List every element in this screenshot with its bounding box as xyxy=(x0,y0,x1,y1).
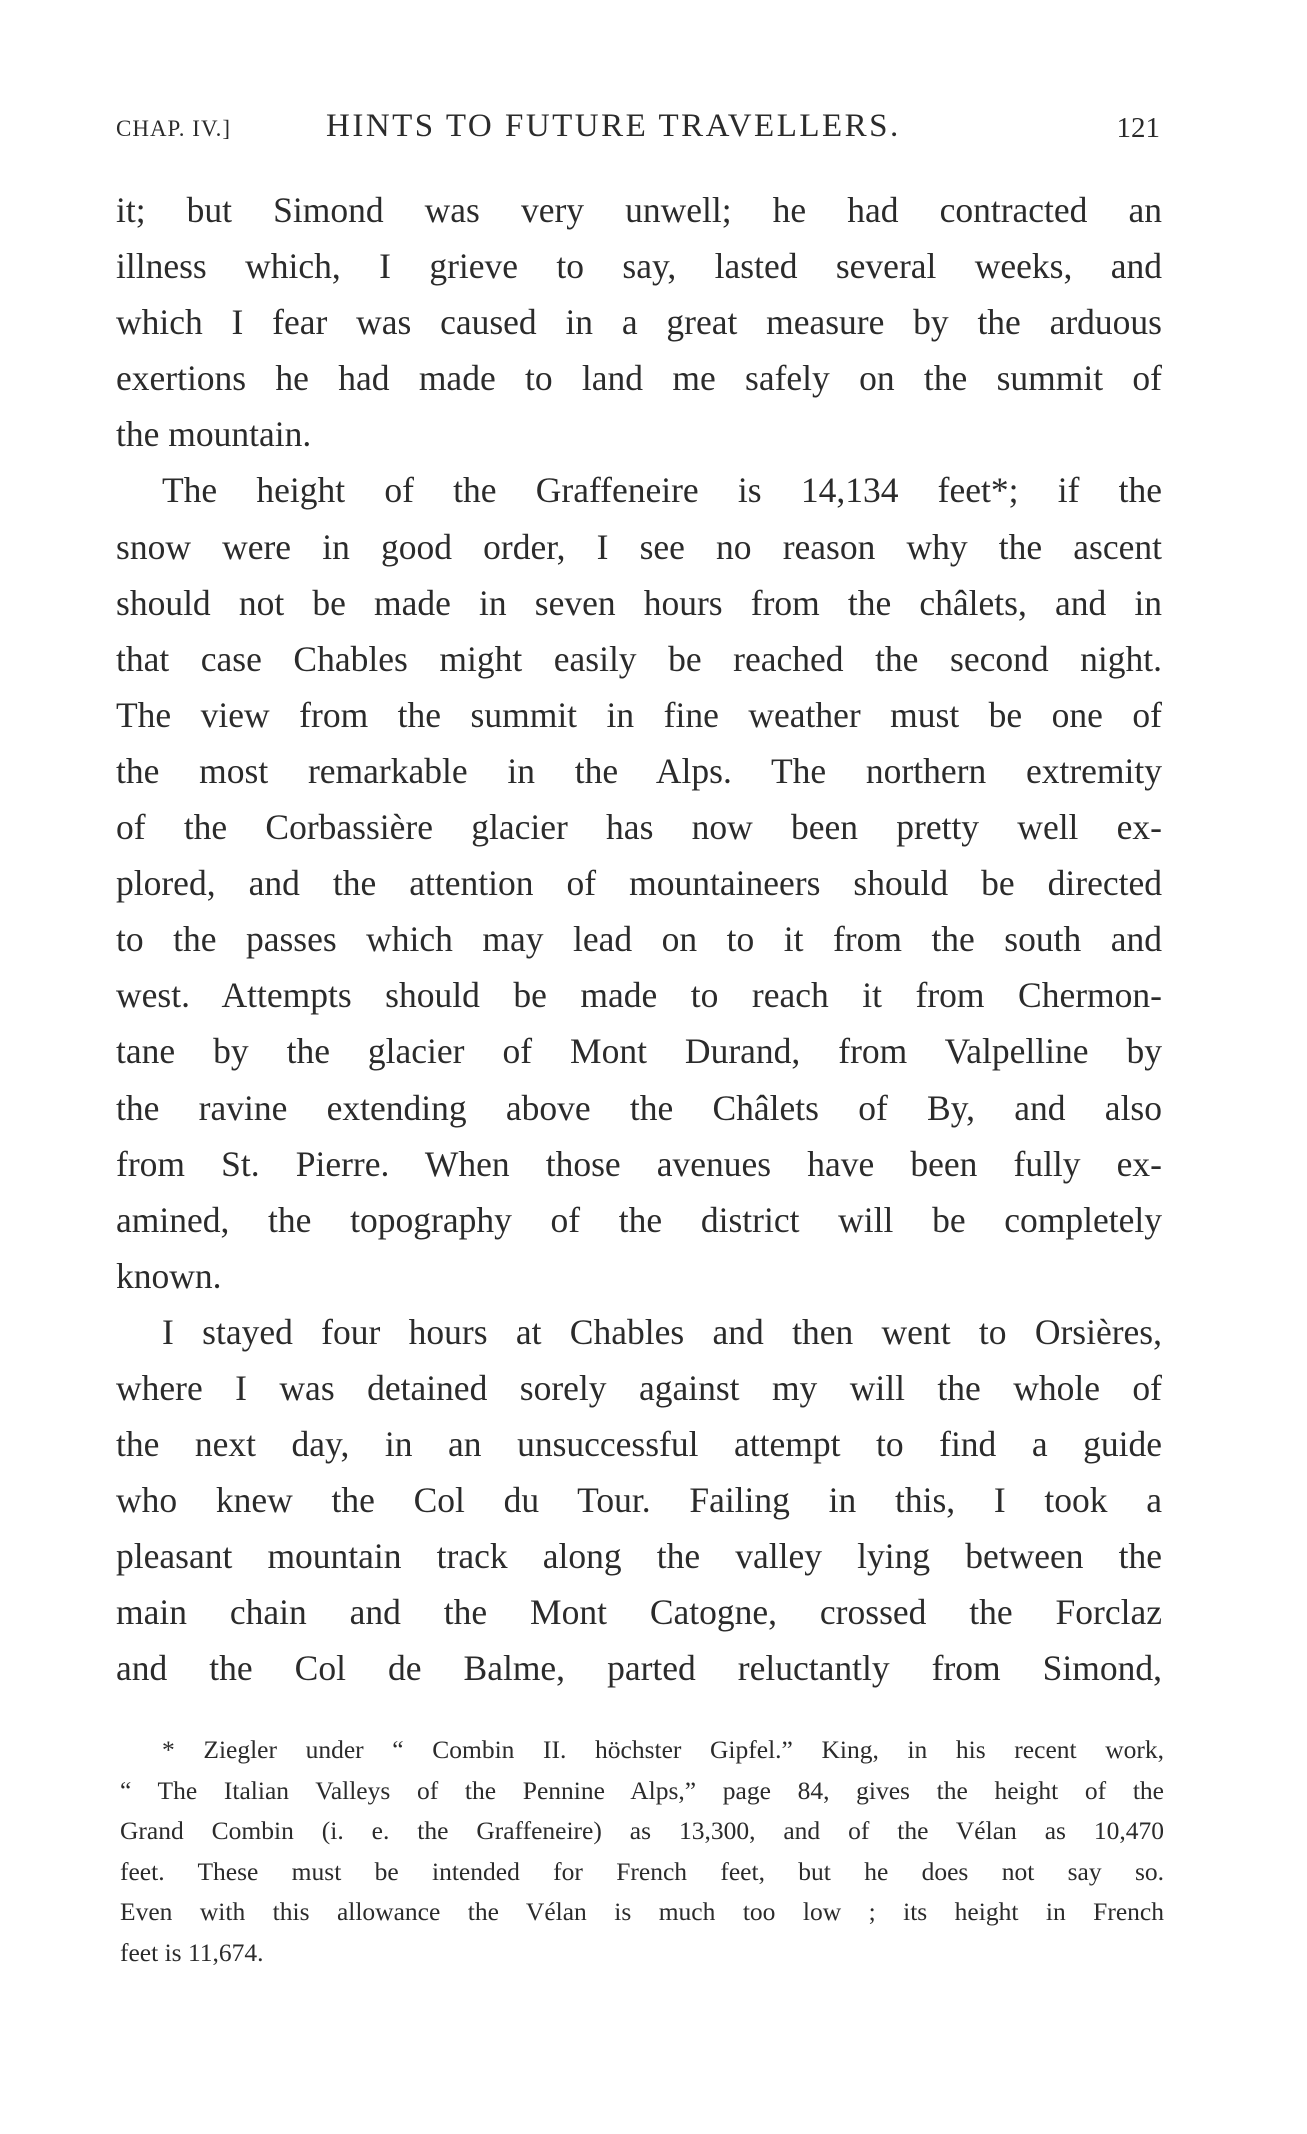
footnote-line: “ The Italian Valleys of the Pennine Alps,” page 84, gives the height of the xyxy=(120,1775,1164,1805)
footnote-line: * Ziegler under “ Combin II. höchster Gipfel.” King, in his recent work, xyxy=(162,1735,1164,1764)
text-line: where I was detained sorely against my will the whole of xyxy=(116,1367,1162,1408)
text-line: to the passes which may lead on to it from the south and xyxy=(116,919,1162,960)
text-line: snow were in good order, I see no reason why the ascent xyxy=(116,526,1162,567)
text-line: I stayed four hours at Chables and then went to Orsières, xyxy=(162,1311,1162,1352)
text-line: amined, the topography of the district will be completely xyxy=(116,1199,1162,1240)
text-line: of the Corbassière glacier has now been pretty well ex- xyxy=(116,807,1162,848)
page-number: 121 xyxy=(1116,112,1160,144)
running-head xyxy=(116,108,1162,148)
text-line: west. Attempts should be made to reach it from Chermon- xyxy=(116,975,1162,1016)
text-line: The view from the summit in fine weather must be one of xyxy=(116,694,1162,735)
text-line: illness which, I grieve to say, lasted several weeks, and xyxy=(116,246,1162,287)
running-title: HINTS TO FUTURE TRAVELLERS. xyxy=(326,108,901,144)
text-line: should not be made in seven hours from the châlets, and in xyxy=(116,582,1162,623)
text-line: The height of the Graffeneire is 14,134 feet*; if the xyxy=(162,470,1162,511)
text-line: exertions he had made to land me safely on the summit of xyxy=(116,358,1162,399)
text-line: main chain and the Mont Catogne, crossed the Forclaz xyxy=(116,1592,1162,1633)
text-line: the next day, in an unsuccessful attempt to find a guide xyxy=(116,1424,1162,1465)
text-line: tane by the glacier of Mont Durand, from Valpelline by xyxy=(116,1031,1162,1072)
text-line: who knew the Col du Tour. Failing in this, I took a xyxy=(116,1480,1162,1521)
text-line: known. xyxy=(116,1255,222,1296)
body-text xyxy=(116,182,1162,1697)
chapter-label: CHAP. IV.] xyxy=(116,116,232,141)
footnote-line: Even with this allowance the Vélan is much too low ; its height in French xyxy=(120,1897,1164,1926)
text-line: that case Chables might easily be reached the second night. xyxy=(116,638,1162,679)
footnote-line: Grand Combin (i. e. the Graffeneire) as 13,300, and of the Vélan as 10,470 xyxy=(120,1816,1164,1845)
footnote-line: feet. These must be intended for French feet, but he does not say so. xyxy=(120,1856,1164,1886)
text-line: and the Col de Balme, parted reluctantly from Simond, xyxy=(116,1648,1162,1689)
text-line: from St. Pierre. When those avenues have been fully ex- xyxy=(116,1143,1162,1184)
text-line: the ravine extending above the Châlets of By, and also xyxy=(116,1087,1162,1128)
text-line: it; but Simond was very unwell; he had contracted an xyxy=(116,190,1162,230)
text-line: the mountain. xyxy=(116,414,312,455)
text-line: plored, and the attention of mountaineers should be directed xyxy=(116,863,1162,904)
text-line: which I fear was caused in a great measure by the arduous xyxy=(116,302,1162,343)
text-line: the most remarkable in the Alps. The northern extremity xyxy=(116,750,1162,791)
footnote xyxy=(120,1730,1164,1973)
footnote-line: feet is 11,674. xyxy=(120,1937,264,1967)
text-line: pleasant mountain track along the valley lying between the xyxy=(116,1536,1162,1577)
